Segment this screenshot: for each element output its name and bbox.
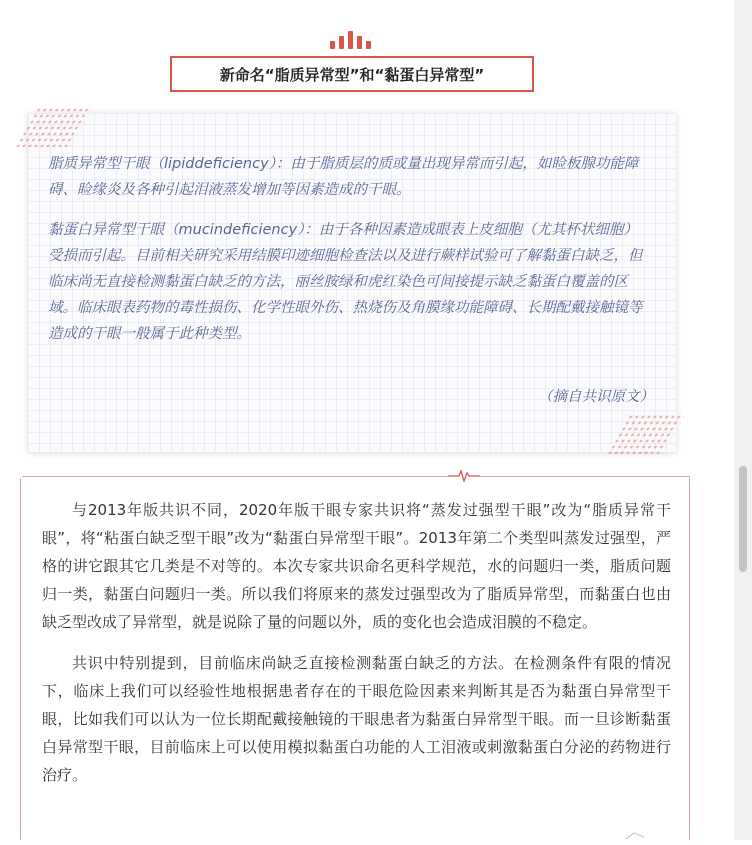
quote-paragraph: 脂质异常型干眼（lipiddeficiency）：由于脂质层的质或量出现异常而引起，如睑板腺功能障碍、睑缘炎及各种引起泪液蒸发增加等因素造成的干眼。 <box>48 156 639 198</box>
quote-source: （摘自共识原文） <box>538 389 654 405</box>
bar-chart-icon <box>330 31 378 49</box>
quote-card <box>28 113 676 452</box>
section-heading-box <box>170 56 534 92</box>
article-body <box>20 478 690 840</box>
quote-paragraph: 黏蛋白异常型干眼（mucindeficiency）：由于各种因素造成眼表上皮细胞（尤其杯状细胞）受损而引起。目前相关研究采用结膜印迹细胞检查法以及进行蕨样试验可了解黏蛋白缺乏，但临床尚无直接检测黏蛋白缺乏的方法，丽丝胺绿和虎红染色可间接提示缺乏黏蛋白覆盖的区域。临床眼表药物的毒性损伤、化学性眼外伤、热烧伤及角膜缘功能障碍、长期配戴接触镜等造成的干眼一般属于此种类型。 <box>48 222 643 342</box>
body-paragraph: 与2013年版共识不同，2020年版干眼专家共识将“蒸发过强型干眼”改为“脂质异常干眼”，将“粘蛋白缺乏型干眼”改为“黏蛋白异常型干眼”。2013年第二个类型叫蒸发过强型，严格的讲它跟其它几类是不对等的。本次专家共识命名更科学规范，水的问题归一类，脂质问题归一类，黏蛋白问题归一类。所以我们将原来的蒸发过强型改为了脂质异常型，而黏蛋白也由缺乏型改成了异常型，就是说除了量的问题以外，质的变化也会造成泪膜的不稳定。 <box>42 501 671 631</box>
section-heading: 新命名“脂质异常型”和“黏蛋白异常型” <box>219 65 485 84</box>
dot-pattern-decoration <box>606 414 685 454</box>
scrollbar-track[interactable] <box>734 0 752 840</box>
scrollbar-thumb[interactable] <box>739 466 747 572</box>
section-divider <box>22 476 690 477</box>
body-paragraph: 共识中特别提到，目前临床尚缺乏直接检测黏蛋白缺乏的方法。在检测条件有限的情况下，临床上我们可以经验性地根据患者存在的干眼危险因素来判断其是否为黏蛋白异常型干眼，比如我们可以认为一位长期配戴接触镜的干眼患者为黏蛋白异常型干眼。而一旦诊断黏蛋白异常型干眼，目前临床上可以使用模拟黏蛋白功能的人工泪液或刺激黏蛋白分泌的药物进行治疗。 <box>42 654 671 784</box>
dot-pattern-decoration <box>14 107 93 147</box>
corner-decoration-icon <box>624 826 646 840</box>
